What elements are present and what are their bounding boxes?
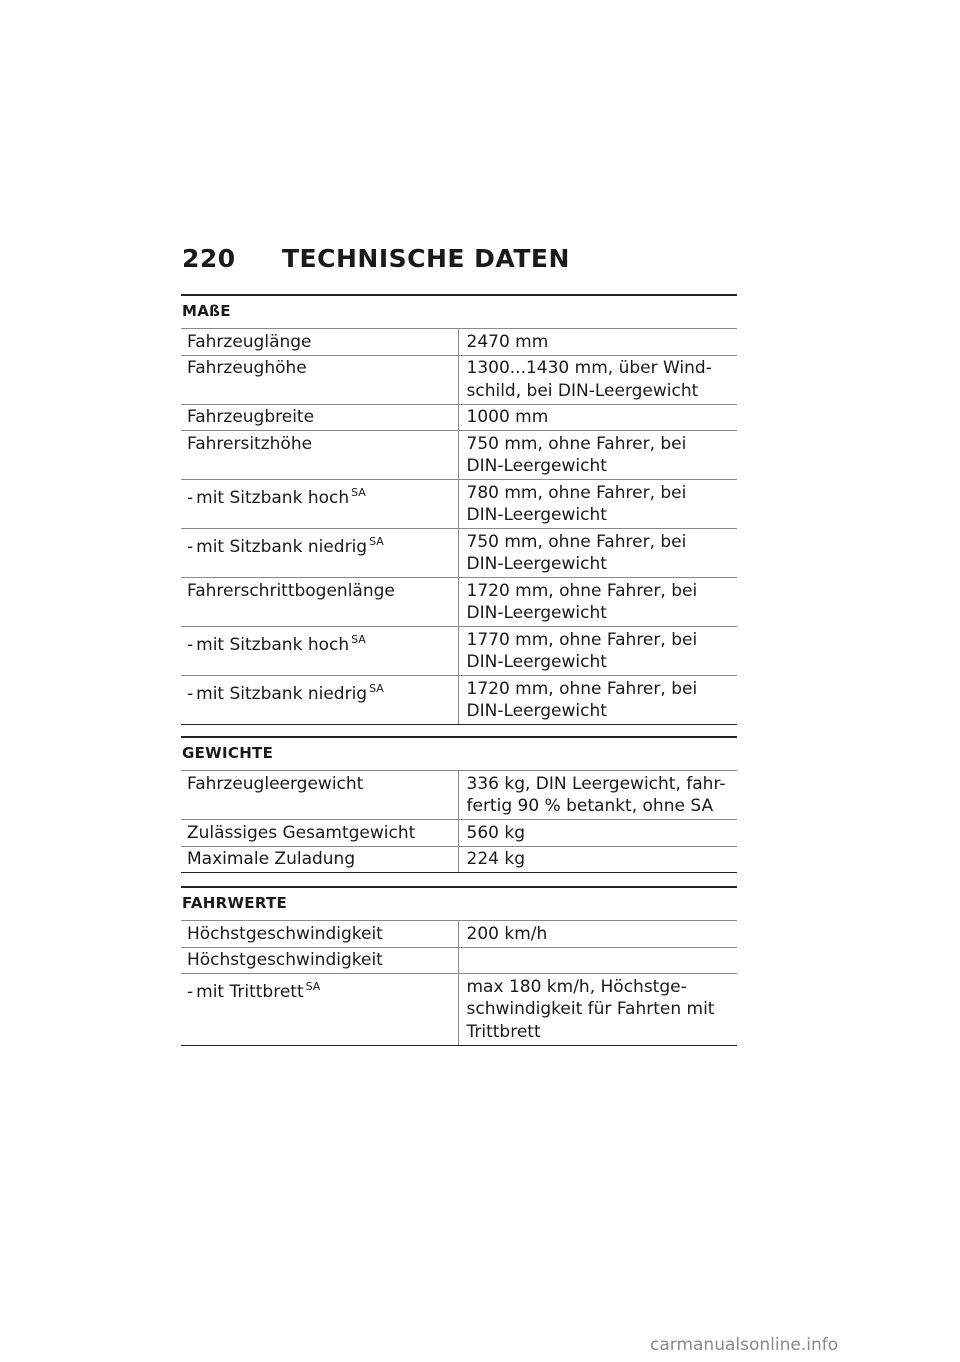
spec-label-cell [181, 771, 458, 820]
spec-value: 1770 mm, ohne Fahrer, bei DIN-Leergewicht [458, 627, 737, 676]
spec-label: Fahrzeugbreite [187, 407, 315, 427]
spec-table [181, 770, 737, 873]
sub-item-dash: - [187, 487, 194, 508]
spec-value: 780 mm, ohne Fahrer, bei DIN-Leergewicht [458, 480, 737, 529]
section-title: FAHRWERTE [182, 894, 288, 912]
spec-label: mit Trittbrett [196, 981, 304, 1002]
section-title: MAßE [182, 302, 231, 320]
spec-label-cell [181, 921, 458, 948]
spec-label-cell [181, 355, 458, 404]
spec-label-cell [181, 578, 458, 627]
spec-value: 336 kg, DIN Leergewicht, fahr- fertig 90 % betankt, ohne SA [458, 771, 737, 820]
spec-value: 200 km/h [458, 921, 737, 948]
table-row [181, 627, 737, 676]
spec-table [181, 920, 737, 1046]
table-row [181, 578, 737, 627]
section-title: GEWICHTE [182, 744, 274, 762]
spec-label: mit Sitzbank niedrig [196, 683, 368, 704]
section-masse [181, 294, 737, 725]
spec-label: mit Sitzbank hoch [196, 634, 350, 655]
spec-label: Fahrzeughöhe [187, 358, 307, 378]
spec-label-cell [181, 676, 458, 725]
spec-value [458, 947, 737, 974]
spec-value: max 180 km/h, Höchstge- schwindigkeit für Fahrten mit Trittbrett [458, 974, 737, 1046]
table-row [181, 404, 737, 431]
table-row [181, 820, 737, 847]
spec-label: Höchstgeschwindigkeit [187, 923, 383, 944]
spec-label-cell [181, 329, 458, 356]
spec-label: Fahrzeugleergewicht [187, 773, 364, 794]
section-gewichte [181, 736, 737, 873]
spec-value: 750 mm, ohne Fahrer, bei DIN-Leergewicht [458, 431, 737, 480]
page-number: 220 [182, 244, 236, 273]
table-row [181, 431, 737, 480]
table-row [181, 846, 737, 873]
table-row [181, 947, 737, 974]
special-equipment-marker: SA [351, 632, 366, 646]
spec-label-cell [181, 974, 458, 1046]
section-fahrwerte [181, 886, 737, 1046]
special-equipment-marker: SA [369, 681, 384, 695]
sub-item-dash: - [187, 634, 194, 655]
table-row [181, 355, 737, 404]
spec-label-cell [181, 480, 458, 529]
spec-label-cell [181, 947, 458, 974]
spec-value: 750 mm, ohne Fahrer, bei DIN-Leergewicht [458, 529, 737, 578]
table-row [181, 921, 737, 948]
spec-label: Fahrzeuglänge [187, 331, 312, 352]
spec-label: Zulässiges Gesamtgewicht [187, 822, 416, 843]
spec-label-cell [181, 404, 458, 431]
table-row [181, 771, 737, 820]
table-row [181, 676, 737, 725]
watermark: carmanualsonline.info [650, 1335, 839, 1355]
spec-label: Fahrerschrittbogenlänge [187, 580, 395, 601]
spec-value: 2470 mm [458, 329, 737, 356]
spec-value: 224 kg [458, 846, 737, 873]
page-title: TECHNISCHE DATEN [282, 244, 570, 273]
sub-item-dash: - [187, 683, 194, 704]
special-equipment-marker: SA [369, 534, 384, 548]
spec-label-cell [181, 529, 458, 578]
spec-label-cell [181, 431, 458, 480]
table-row [181, 974, 737, 1046]
spec-value: 1720 mm, ohne Fahrer, bei DIN-Leergewicht [458, 578, 737, 627]
spec-value: 1000 mm [458, 404, 737, 431]
special-equipment-marker: SA [305, 979, 321, 993]
spec-value: 1720 mm, ohne Fahrer, bei DIN-Leergewicht [458, 676, 737, 725]
special-equipment-marker: SA [351, 485, 366, 499]
spec-label: Maximale Zuladung [187, 849, 356, 869]
spec-value: 560 kg [458, 820, 737, 847]
sub-item-dash: - [187, 981, 194, 1002]
spec-label-cell [181, 846, 458, 873]
spec-label: Fahrersitzhöhe [187, 433, 313, 454]
spec-value: 1300...1430 mm, über Wind- schild, bei DIN-Leergewicht [458, 355, 737, 404]
spec-label-cell [181, 627, 458, 676]
spec-label: Höchstgeschwindigkeit [187, 950, 383, 970]
spec-label: mit Sitzbank niedrig [196, 536, 368, 557]
spec-label-cell [181, 820, 458, 847]
page-header [182, 244, 570, 273]
spec-table [181, 328, 737, 725]
sub-item-dash: - [187, 536, 194, 557]
spec-label: mit Sitzbank hoch [196, 487, 350, 508]
table-row [181, 529, 737, 578]
table-row [181, 329, 737, 356]
table-row [181, 480, 737, 529]
